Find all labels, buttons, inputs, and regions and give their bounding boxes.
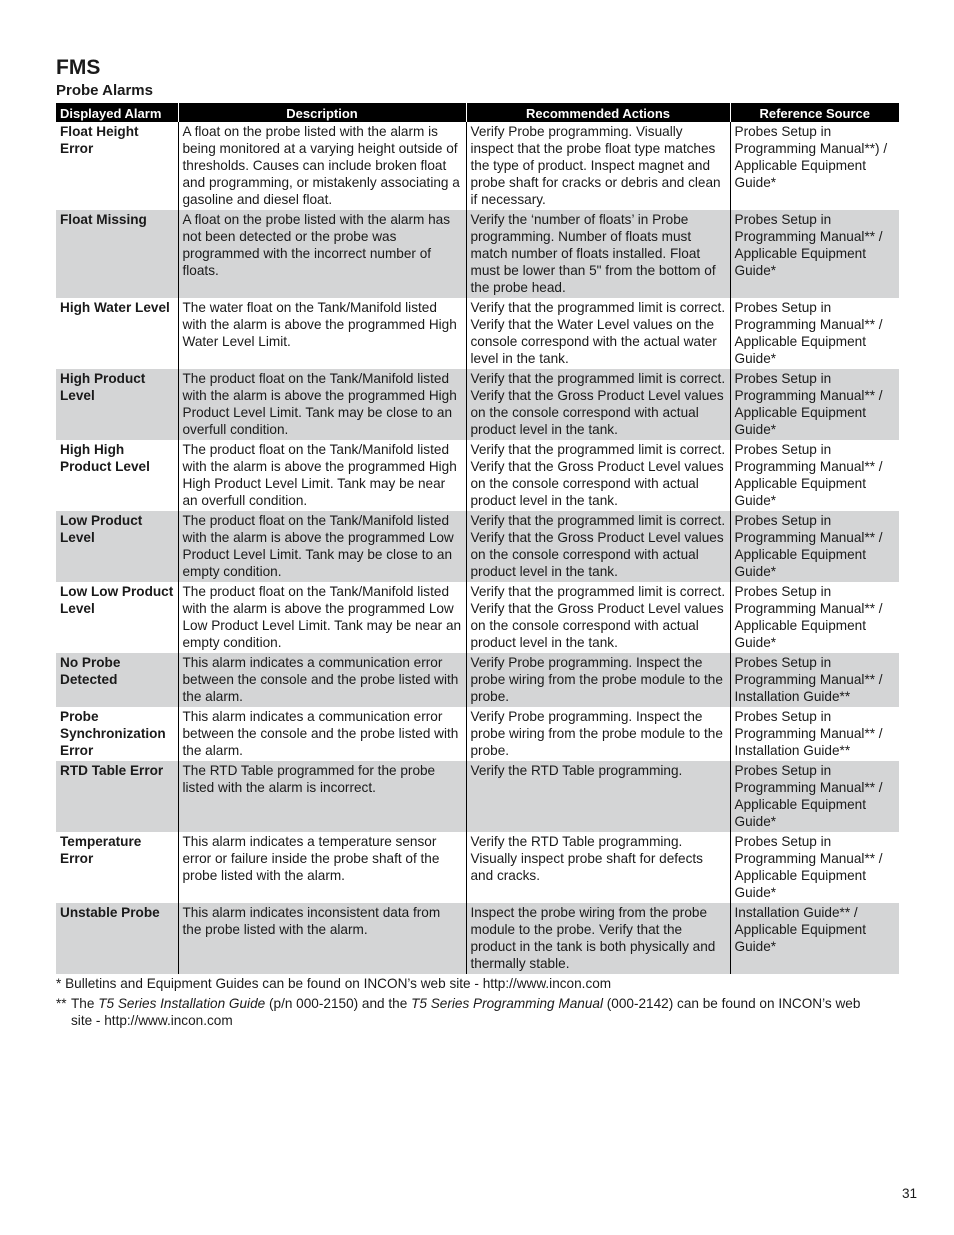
cell-displayed-alarm: Float Missing xyxy=(56,210,178,298)
page-title: FMS xyxy=(56,56,101,79)
footnotes xyxy=(56,975,876,1032)
cell-reference-source: Probes Setup in Programming Manual** / Installation Guide** xyxy=(730,707,899,761)
footnote-marker: * xyxy=(56,976,66,991)
probe-alarms-table xyxy=(56,103,899,974)
footnote-bulletins xyxy=(56,975,876,992)
table-body xyxy=(56,122,899,974)
cell-displayed-alarm: Unstable Probe xyxy=(56,903,178,974)
table-row xyxy=(56,653,899,707)
cell-description: The product float on the Tank/Manifold listed with the alarm is above the programmed High Product Level Limit. Tank may be close to an overfull condition. xyxy=(178,369,466,440)
cell-description: This alarm indicates a communication error between the console and the probe listed with the alarm. xyxy=(178,653,466,707)
cell-recommended-actions: Verify Probe programming. Inspect the probe wiring from the probe module to the probe. xyxy=(466,653,730,707)
table-row xyxy=(56,903,899,974)
installation-guide-title: T5 Series Installation Guide xyxy=(98,996,266,1011)
table-row xyxy=(56,210,899,298)
page-number: 31 xyxy=(902,1186,918,1201)
cell-recommended-actions: Inspect the probe wiring from the probe module to the probe. Verify that the product in the tank is both physically and thermally stable. xyxy=(466,903,730,974)
cell-description: A float on the probe listed with the alarm is being monitored at a varying height outside of thresholds. Causes can include broken float and programming, or mistakenly associating a gasoline and diesel float. xyxy=(178,122,466,210)
cell-displayed-alarm: Low Low Product Level xyxy=(60,584,174,616)
cell-recommended-actions: Verify the ‘number of floats’ in Probe programming. Number of floats must match number of floats installed. Float must be lower than 5" from the bottom of the probe head. xyxy=(466,210,730,298)
cell-recommended-actions: Verify the RTD Table programming. Visually inspect probe shaft for defects and cracks. xyxy=(466,832,730,903)
table-row xyxy=(56,440,899,511)
cell-displayed-alarm: High Water Level xyxy=(60,300,170,315)
cell-reference-source: Probes Setup in Programming Manual** / Installation Guide** xyxy=(730,653,899,707)
cell-recommended-actions: Verify that the programmed limit is correct. Verify that the Gross Product Level values on the console correspond with actual product level in the tank. xyxy=(466,582,730,653)
column-header-reference-source: Reference Source xyxy=(730,103,899,122)
cell-description: A float on the probe listed with the alarm has not been detected or the probe was programmed with the incorrect number of floats. xyxy=(178,210,466,298)
cell-description: This alarm indicates a communication error between the console and the probe listed with the alarm. xyxy=(178,707,466,761)
table-row xyxy=(56,369,899,440)
footnote-text xyxy=(71,995,876,1029)
footnote-manuals xyxy=(56,995,876,1029)
cell-description: This alarm indicates a temperature sensor error or failure inside the probe shaft of the probe listed with the alarm. xyxy=(178,832,466,903)
cell-displayed-alarm: Float Height Error xyxy=(60,124,139,156)
cell-reference-source: Installation Guide** / Applicable Equipment Guide* xyxy=(730,903,899,974)
cell-displayed-alarm: High High Product Level xyxy=(60,442,150,474)
cell-displayed-alarm: No Probe Detected xyxy=(56,653,178,707)
table-row xyxy=(56,761,899,832)
column-header-recommended-actions: Recommended Actions xyxy=(466,103,730,122)
cell-description: The RTD Table programmed for the probe listed with the alarm is incorrect. xyxy=(178,761,466,832)
cell-displayed-alarm: Probe Synchronization Error xyxy=(60,709,166,758)
cell-displayed-alarm: Temperature Error xyxy=(60,834,142,866)
table-row xyxy=(56,122,899,210)
cell-description: The product float on the Tank/Manifold listed with the alarm is above the programmed Low Low Product Level Limit. Tank may be near an empty condition. xyxy=(178,582,466,653)
cell-displayed-alarm: RTD Table Error xyxy=(56,761,178,832)
cell-reference-source: Probes Setup in Programming Manual** / Applicable Equipment Guide* xyxy=(730,440,899,511)
cell-description: The product float on the Tank/Manifold listed with the alarm is above the programmed High High Product Level Limit. Tank may be near an overfull condition. xyxy=(178,440,466,511)
table-row xyxy=(56,832,899,903)
cell-reference-source: Probes Setup in Programming Manual** / Applicable Equipment Guide* xyxy=(730,298,899,369)
cell-reference-source: Probes Setup in Programming Manual** / Applicable Equipment Guide* xyxy=(730,369,899,440)
cell-recommended-actions: Verify Probe programming. Inspect the probe wiring from the probe module to the probe. xyxy=(466,707,730,761)
cell-description: The water float on the Tank/Manifold listed with the alarm is above the programmed High Water Level Limit. xyxy=(178,298,466,369)
cell-reference-source: Probes Setup in Programming Manual** / Applicable Equipment Guide* xyxy=(730,761,899,832)
column-header-displayed-alarm: Displayed Alarm xyxy=(56,103,178,122)
table-row xyxy=(56,582,899,653)
section-title: Probe Alarms xyxy=(56,82,153,99)
cell-reference-source: Probes Setup in Programming Manual** / Applicable Equipment Guide* xyxy=(730,210,899,298)
cell-recommended-actions: Verify that the programmed limit is correct. Verify that the Gross Product Level values on the console correspond with actual product level in the tank. xyxy=(466,369,730,440)
table-header-row xyxy=(56,103,899,122)
footnote-text-part: The xyxy=(71,996,99,1011)
programming-manual-title: T5 Series Programming Manual xyxy=(411,996,603,1011)
table-row xyxy=(56,707,899,761)
footnote-text: Bulletins and Equipment Guides can be found on INCON’s web site - http://www.incon.com xyxy=(65,976,612,991)
table-row xyxy=(56,511,899,582)
cell-recommended-actions: Verify the RTD Table programming. xyxy=(466,761,730,832)
cell-reference-source: Probes Setup in Programming Manual** / Applicable Equipment Guide* xyxy=(730,832,899,903)
cell-description: This alarm indicates inconsistent data from the probe listed with the alarm. xyxy=(178,903,466,974)
footnote-marker: ** xyxy=(56,996,71,1011)
cell-displayed-alarm: Low Product Level xyxy=(56,511,178,582)
cell-reference-source: Probes Setup in Programming Manual** / Applicable Equipment Guide* xyxy=(730,582,899,653)
cell-reference-source: Probes Setup in Programming Manual** / Applicable Equipment Guide* xyxy=(730,511,899,582)
column-header-description: Description xyxy=(178,103,466,122)
table-row xyxy=(56,298,899,369)
footnote-text-part: (000-2142) can be found on INCON’s web site - http://www.incon.com xyxy=(71,996,861,1028)
footnote-text-part: (p/n 000-2150) and the xyxy=(265,996,412,1011)
cell-description: The product float on the Tank/Manifold listed with the alarm is above the programmed Low Product Level Limit. Tank may be close to an empty condition. xyxy=(178,511,466,582)
cell-recommended-actions: Verify Probe programming. Visually inspect that the probe float type matches the type of product. Inspect magnet and probe shaft for cracks or debris and clean if necessary. xyxy=(466,122,730,210)
cell-displayed-alarm: High Product Level xyxy=(56,369,178,440)
cell-reference-source: Probes Setup in Programming Manual**) / Applicable Equipment Guide* xyxy=(730,122,899,210)
cell-recommended-actions: Verify that the programmed limit is correct. Verify that the Gross Product Level values on the console correspond with actual product level in the tank. xyxy=(466,440,730,511)
cell-recommended-actions: Verify that the programmed limit is correct. Verify that the Gross Product Level values on the console correspond with actual product level in the tank. xyxy=(466,511,730,582)
cell-recommended-actions: Verify that the programmed limit is correct. Verify that the Water Level values on the console correspond with the actual water level in the tank. xyxy=(466,298,730,369)
